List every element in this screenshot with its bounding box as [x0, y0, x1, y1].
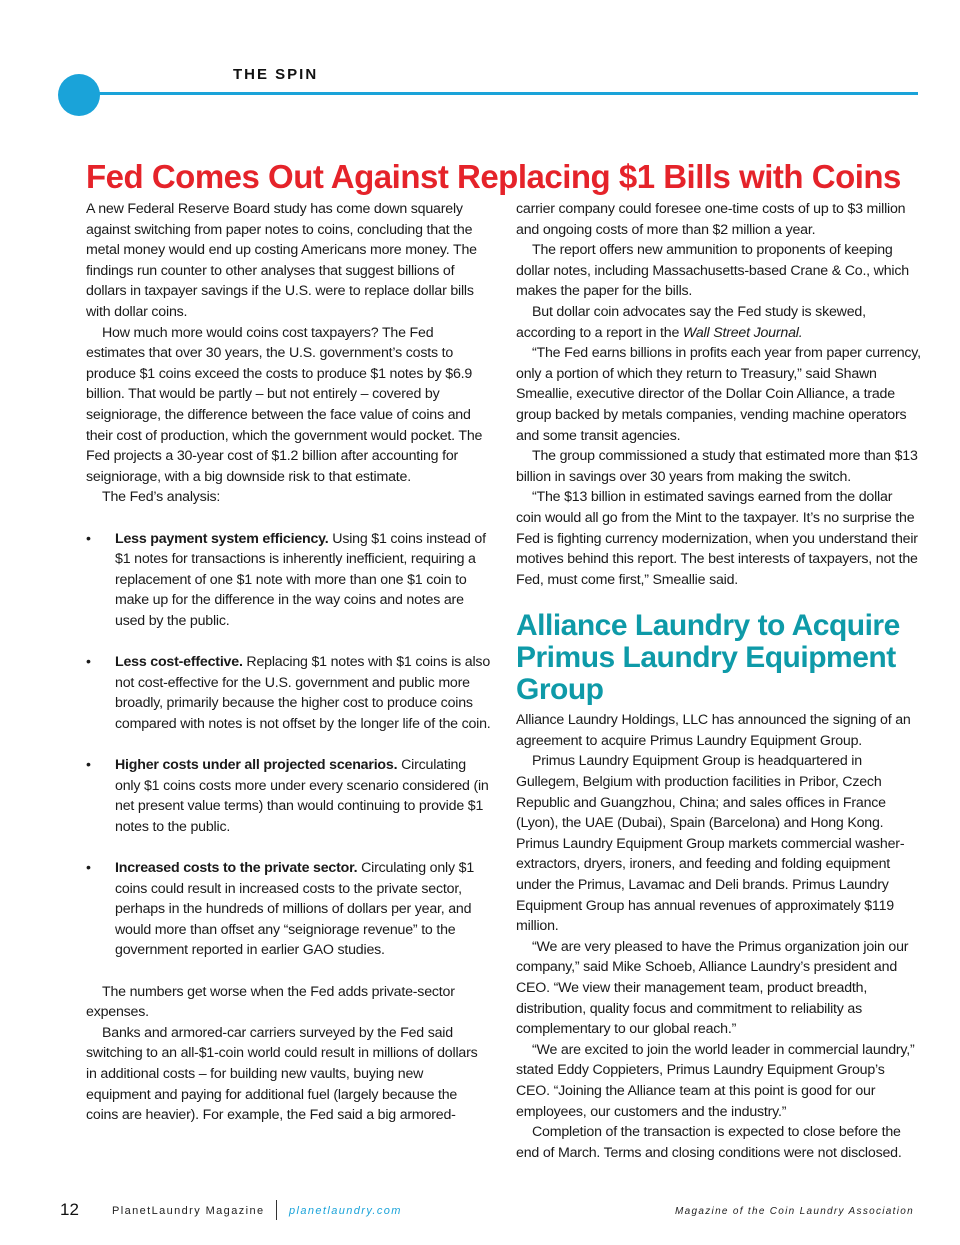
header-circle-icon [58, 74, 100, 116]
left-column [86, 199, 491, 1126]
bullet-text: Using $1 coins instead of $1 notes for transactions is inherently inefficient, requiring a replacement of one $1 note with more than one $1 coin to make up for the difference in the way coins and notes are used by the public. [115, 530, 486, 629]
analysis-list [86, 529, 491, 961]
body-paragraph: The report offers new ammunition to proponents of keeping dollar notes, including Massachusetts-based Crane & Co., which makes the paper for the bills. [516, 242, 909, 300]
body-paragraph: The group commissioned a study that estimated more than $13 billion in savings over 30 years from making the switch. [516, 448, 918, 485]
bullet-lead: Less payment system efficiency. [115, 530, 329, 547]
body-paragraph: Completion of the transaction is expected to close before the end of March. Terms and closing conditions were not disclosed. [516, 1124, 902, 1161]
body-paragraph: “We are very pleased to have the Primus organization join our company,” said Mike Schoeb, Alliance Laundry’s president and CEO. “We view their management team, product breadth, distribution, quality focus and commitment to reliability as complementary to our global reach.” [516, 938, 909, 1038]
bullet-text: Circulating only $1 coins costs more under every scenario considered (in net present value terms) than would continuing to provide $1 notes to the public. [115, 757, 489, 835]
website-link[interactable]: planetlaundry.com [289, 1205, 402, 1217]
bullet-lead: Less cost-effective. [115, 654, 243, 671]
publication-name: Wall Street Journal. [682, 324, 803, 341]
body-paragraph: carrier company could foresee one-time costs of up to $3 million and ongoing costs of more than $2 million a year. [516, 201, 906, 238]
bullet-text: Replacing $1 notes with $1 coins is also not cost-effective for the U.S. government and public more broadly, primarily because the higher cost to produce coins compared with notes is not offset by the longer life of the coin. [115, 654, 491, 732]
body-paragraph: “The Fed earns billions in profits each year from paper currency, only a portion of which they return to Treasury,” said Shawn Smeallie, executive director of the Dollar Coin Alliance, a trade group backed by metals companies, vending machine operators and some transit agencies. [516, 345, 921, 444]
bullet-lead: Higher costs under all projected scenarios. [115, 757, 398, 774]
list-item [86, 858, 491, 961]
page-number: 12 [60, 1200, 79, 1219]
magazine-name: PlanetLaundry Magazine [112, 1205, 265, 1217]
body-paragraph: The numbers get worse when the Fed adds private-sector expenses. [86, 983, 455, 1021]
article2-headline: Alliance Laundry to Acquire Primus Laundry Equipment Group [516, 609, 900, 707]
body-paragraph: Alliance Laundry Holdings, LLC has announced the signing of an agreement to acquire Primus Laundry Equipment Group. [516, 712, 911, 749]
section-label: THE SPIN [233, 66, 319, 83]
body-paragraph: Primus Laundry Equipment Group is headquartered in Gullegem, Belgium with production facilities in Pribor, Czech Republic and Guangzhou, China; and sales offices in France (Lyon), the UAE (Dubai), Spain (Barcelona) and Hong Kong. Primus Laundry Equipment Group markets commercial washer-extractors, dryers, ironers, and feeding and folding equipment under the Primus, Lavamac and Deli brands. Primus Laundry Equipment Group has annual revenues of approximately $119 million. [516, 753, 905, 935]
header-rule [78, 92, 918, 95]
list-item [86, 529, 491, 632]
body-paragraph [516, 302, 921, 343]
bullet-text: Circulating only $1 coins could result in increased costs to the private sector, perhaps in the hundreds of millions of dollars per year, and would more than offset any “seigniorage revenue” to the government reported in earlier GAO studies. [115, 860, 475, 959]
body-paragraph: How much more would coins cost taxpayers? The Fed estimates that over 30 years, the U.S. government’s costs to produce $1 coins exceed the costs to produce $1 notes by $6.9 billion. That would be partly – but not entirely – covered by seigniorage, the difference between the face value of coins and their cost of production, which the government would pocket. The Fed projects a 30-year cost of $1.2 billion after accounting for seigniorage, with a big downside risk to that estimate. [86, 324, 483, 485]
right-column [516, 199, 921, 1163]
list-item [86, 652, 491, 734]
article-headline: Fed Comes Out Against Replacing $1 Bills with Coins [86, 158, 901, 195]
body-paragraph: A new Federal Reserve Board study has come down squarely against switching from paper notes to coins, concluding that the metal money would end up costing Americans more money. The findings run counter to other analyses that suggest billions of dollars in taxpayer savings if the U.S. were to replace dollar bills with dollar coins. [86, 201, 477, 320]
wsj-prefix: But dollar coin advocates say the Fed study is skewed, according to a report in the [516, 303, 866, 341]
footer-divider [276, 1200, 277, 1220]
association-tagline: Magazine of the Coin Laundry Association [675, 1206, 914, 1217]
body-paragraph: “The $13 billion in estimated savings earned from the dollar coin would all go from the Mint to the taxpayer. It’s no surprise the Fed is fighting currency modernization, when you understand their motives behind this report. The best interests of taxpayers, not the Fed, must come first,” Smeallie said. [516, 489, 918, 588]
list-item [86, 755, 491, 837]
body-paragraph: “We are excited to join the world leader in commercial laundry,” stated Eddy Coppieters, Primus Laundry Equipment Group’s CEO. “Joining the Alliance team at this point is good for our employees, our customers and the industry.” [516, 1041, 915, 1120]
body-paragraph: The Fed’s analysis: [102, 489, 221, 506]
body-paragraph: Banks and armored-car carriers surveyed by the Fed said switching to an all-$1-coin world could result in millions of dollars in additional costs – for building new vaults, buying new equipment and paying for additional fuel (largely because the coins are heavier). For example, the Fed said a big armored- [86, 1024, 478, 1124]
bullet-lead: Increased costs to the private sector. [115, 860, 358, 876]
